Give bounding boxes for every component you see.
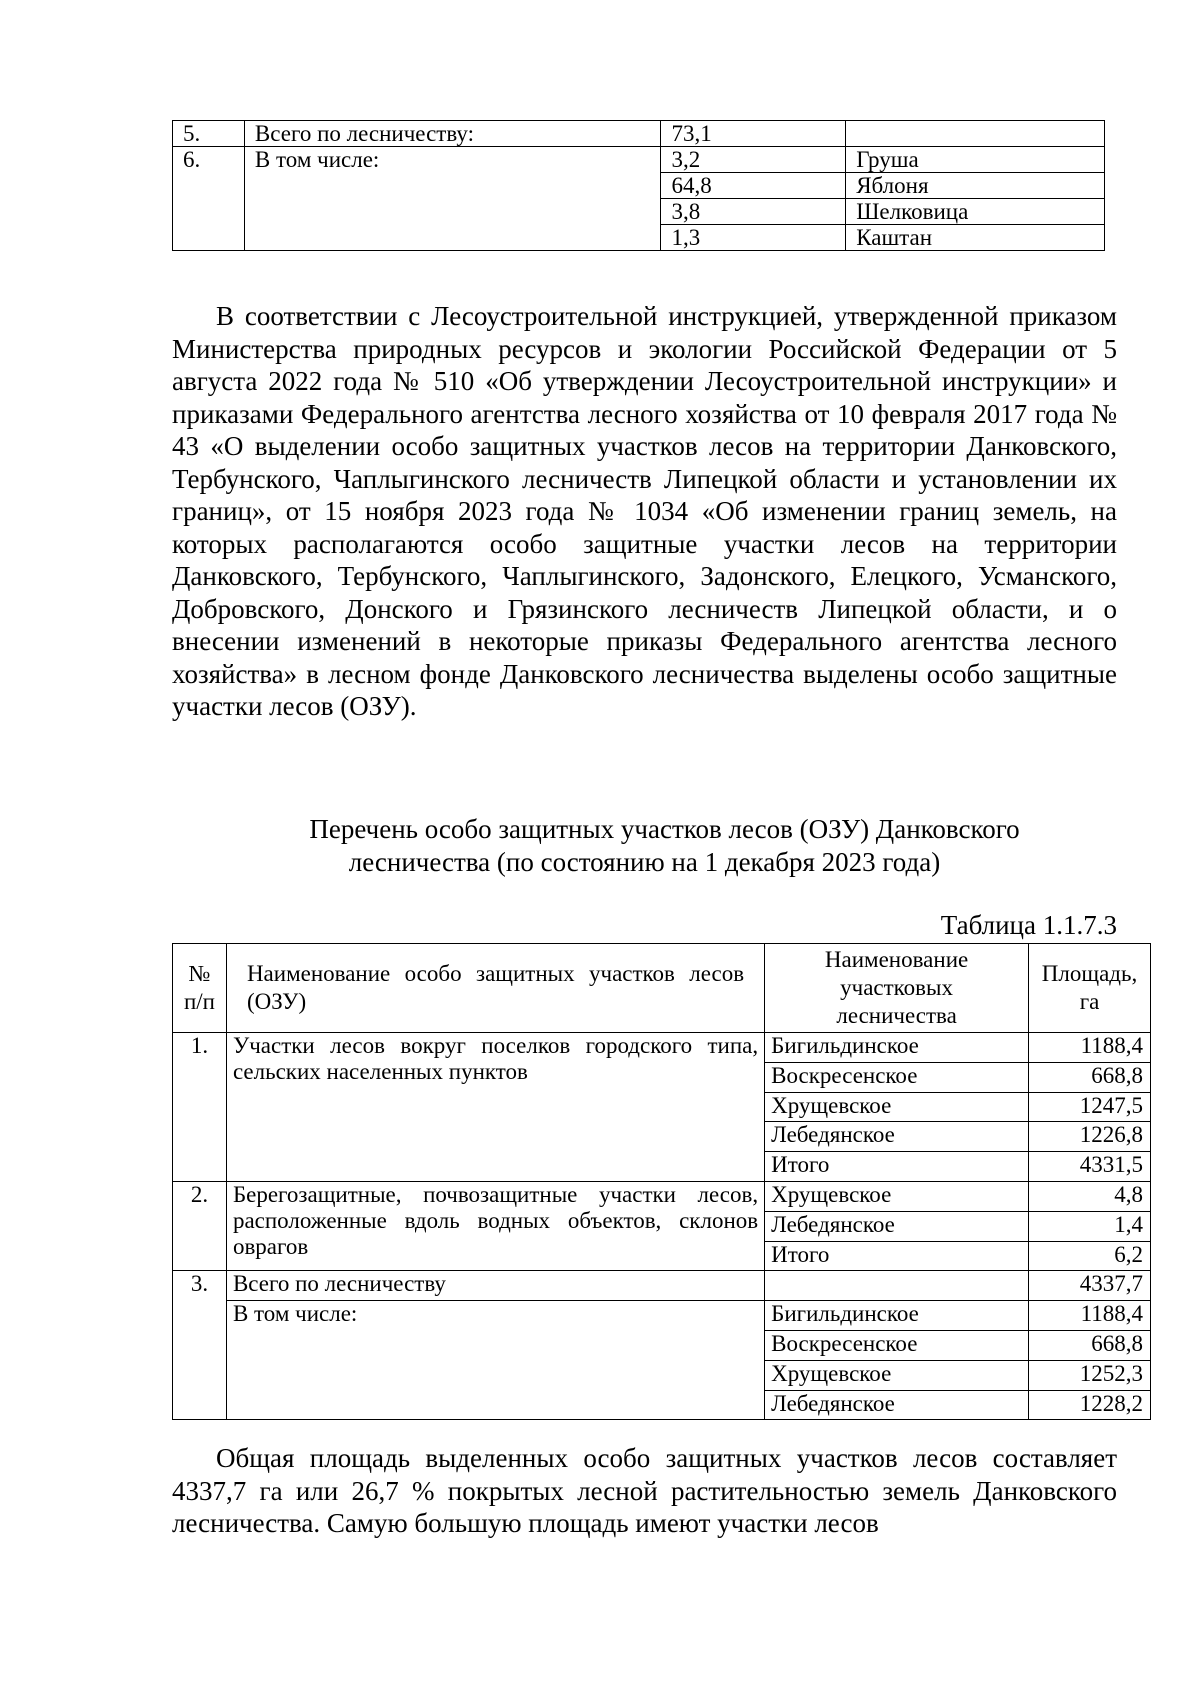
header-area: Площадь, га	[1029, 944, 1151, 1033]
forestry-cell: Итого	[765, 1241, 1029, 1271]
area-cell: 1226,8	[1029, 1122, 1151, 1152]
table-row	[173, 121, 1105, 147]
row-value: 73,1	[661, 121, 846, 147]
row-value: 1,3	[661, 225, 846, 251]
total-label: Всего по лесничеству	[226, 1271, 764, 1301]
forestry-cell: Лебедянское	[765, 1211, 1029, 1241]
ozu-name	[226, 1033, 764, 1182]
area-cell: 1228,2	[1029, 1390, 1151, 1420]
table-heading	[172, 813, 1117, 879]
heading-line: лесничества (по состоянию на 1 декабря 2023 года)	[348, 847, 941, 877]
table-row	[173, 1033, 1151, 1063]
row-number: 1.	[173, 1033, 227, 1182]
row-number: 3.	[173, 1271, 227, 1420]
area-cell: 6,2	[1029, 1241, 1151, 1271]
ozu-name-line: расположенные вдоль водных объектов, склонов	[232, 1207, 759, 1233]
forestry-cell: Хрущевское	[765, 1181, 1029, 1211]
header-num: № п/п	[173, 944, 227, 1033]
area-cell: 1188,4	[1029, 1301, 1151, 1331]
forestry-cell: Итого	[765, 1152, 1029, 1182]
sub-label: В том числе:	[226, 1301, 764, 1420]
header-name: Наименование особо защитных участков лесов (ОЗУ)	[226, 944, 764, 1033]
row-label: В том числе:	[244, 147, 661, 251]
ozu-name-line: сельских населенных пунктов	[232, 1059, 528, 1084]
area-cell: 1252,3	[1029, 1360, 1151, 1390]
header-forestry: Наименование участковых лесничества	[765, 944, 1029, 1033]
forestry-cell: Хрущевское	[765, 1360, 1029, 1390]
heading-line: Перечень особо защитных участков лесов (ОЗУ) Данковского	[309, 814, 1020, 844]
area-cell: 1247,5	[1029, 1092, 1151, 1122]
table-caption: Таблица 1.1.7.3	[940, 910, 1117, 940]
area-cell: 668,8	[1029, 1062, 1151, 1092]
area-cell: 1188,4	[1029, 1033, 1151, 1063]
forestry-cell: Бигильдинское	[765, 1301, 1029, 1331]
forestry-cell: Воскресенское	[765, 1062, 1029, 1092]
row-species: Груша	[846, 147, 1105, 173]
row-species	[846, 121, 1105, 147]
fruit-species-table	[172, 120, 1105, 251]
ozu-name-line: оврагов	[232, 1233, 309, 1259]
row-species: Шелковица	[846, 199, 1105, 225]
row-value: 64,8	[661, 173, 846, 199]
area-cell: 4331,5	[1029, 1152, 1151, 1182]
row-label: Всего по лесничеству:	[244, 121, 661, 147]
table-row	[173, 147, 1105, 173]
area-cell: 4,8	[1029, 1181, 1151, 1211]
table-row	[173, 1181, 1151, 1211]
area-cell: 4337,7	[1029, 1271, 1151, 1301]
ozu-name-line: Участки лесов вокруг поселков городского типа,	[232, 1033, 759, 1058]
body-paragraph: Общая площадь выделенных особо защитных участков лесов составляет 4337,7 га или 26,7 % покрытых лесной растительностью земель Данковского лесничества. Самую большую площадь имеют участки лесов	[172, 1443, 1117, 1538]
forestry-cell	[765, 1271, 1029, 1301]
row-value: 3,8	[661, 199, 846, 225]
area-cell: 1,4	[1029, 1211, 1151, 1241]
body-paragraph: В соответствии с Лесоустроительной инструкцией, утвержденной приказом Министерства природных ресурсов и экологии Российской Федерации от 5 августа 2022 года № 510 «Об утверждении Лесоустроительной инструкции» и приказами Федерального агентства лесного хозяйства от 10 февраля 2017 года № 43 «О выделении особо защитных участков лесов на территории Данковского, Тербунского, Чаплыгинского лесничеств Липецкой области и установлении их границ», от 15 ноября 2023 года № 1034 «Об изменении границ земель, на которых располагаются особо защитные участки лесов на территории Данковского, Тербунского, Чаплыгинского, Задонского, Елецкого, Усманского, Добровского, Донского и Грязинского лесничеств Липецкой области, и о внесении изменений в некоторые приказы Федерального агентства лесного хозяйства» в лесном фонде Данковского лесничества выделены особо защитные участки лесов (ОЗУ).	[172, 301, 1117, 721]
ozu-name-line: Берегозащитные, почвозащитные участки лесов,	[232, 1181, 759, 1207]
forestry-cell: Лебедянское	[765, 1122, 1029, 1152]
forestry-cell: Бигильдинское	[765, 1033, 1029, 1063]
table-row	[173, 1271, 1151, 1301]
ozu-name	[226, 1181, 764, 1270]
row-number: 6.	[173, 147, 245, 251]
row-species: Яблоня	[846, 173, 1105, 199]
area-cell: 668,8	[1029, 1330, 1151, 1360]
table-header-row	[173, 944, 1151, 1033]
table-row	[173, 1301, 1151, 1331]
row-value: 3,2	[661, 147, 846, 173]
forestry-cell: Лебедянское	[765, 1390, 1029, 1420]
row-number: 2.	[173, 1181, 227, 1270]
row-species: Каштан	[846, 225, 1105, 251]
ozu-table	[172, 943, 1151, 1420]
forestry-cell: Хрущевское	[765, 1092, 1029, 1122]
forestry-cell: Воскресенское	[765, 1330, 1029, 1360]
row-number: 5.	[173, 121, 245, 147]
